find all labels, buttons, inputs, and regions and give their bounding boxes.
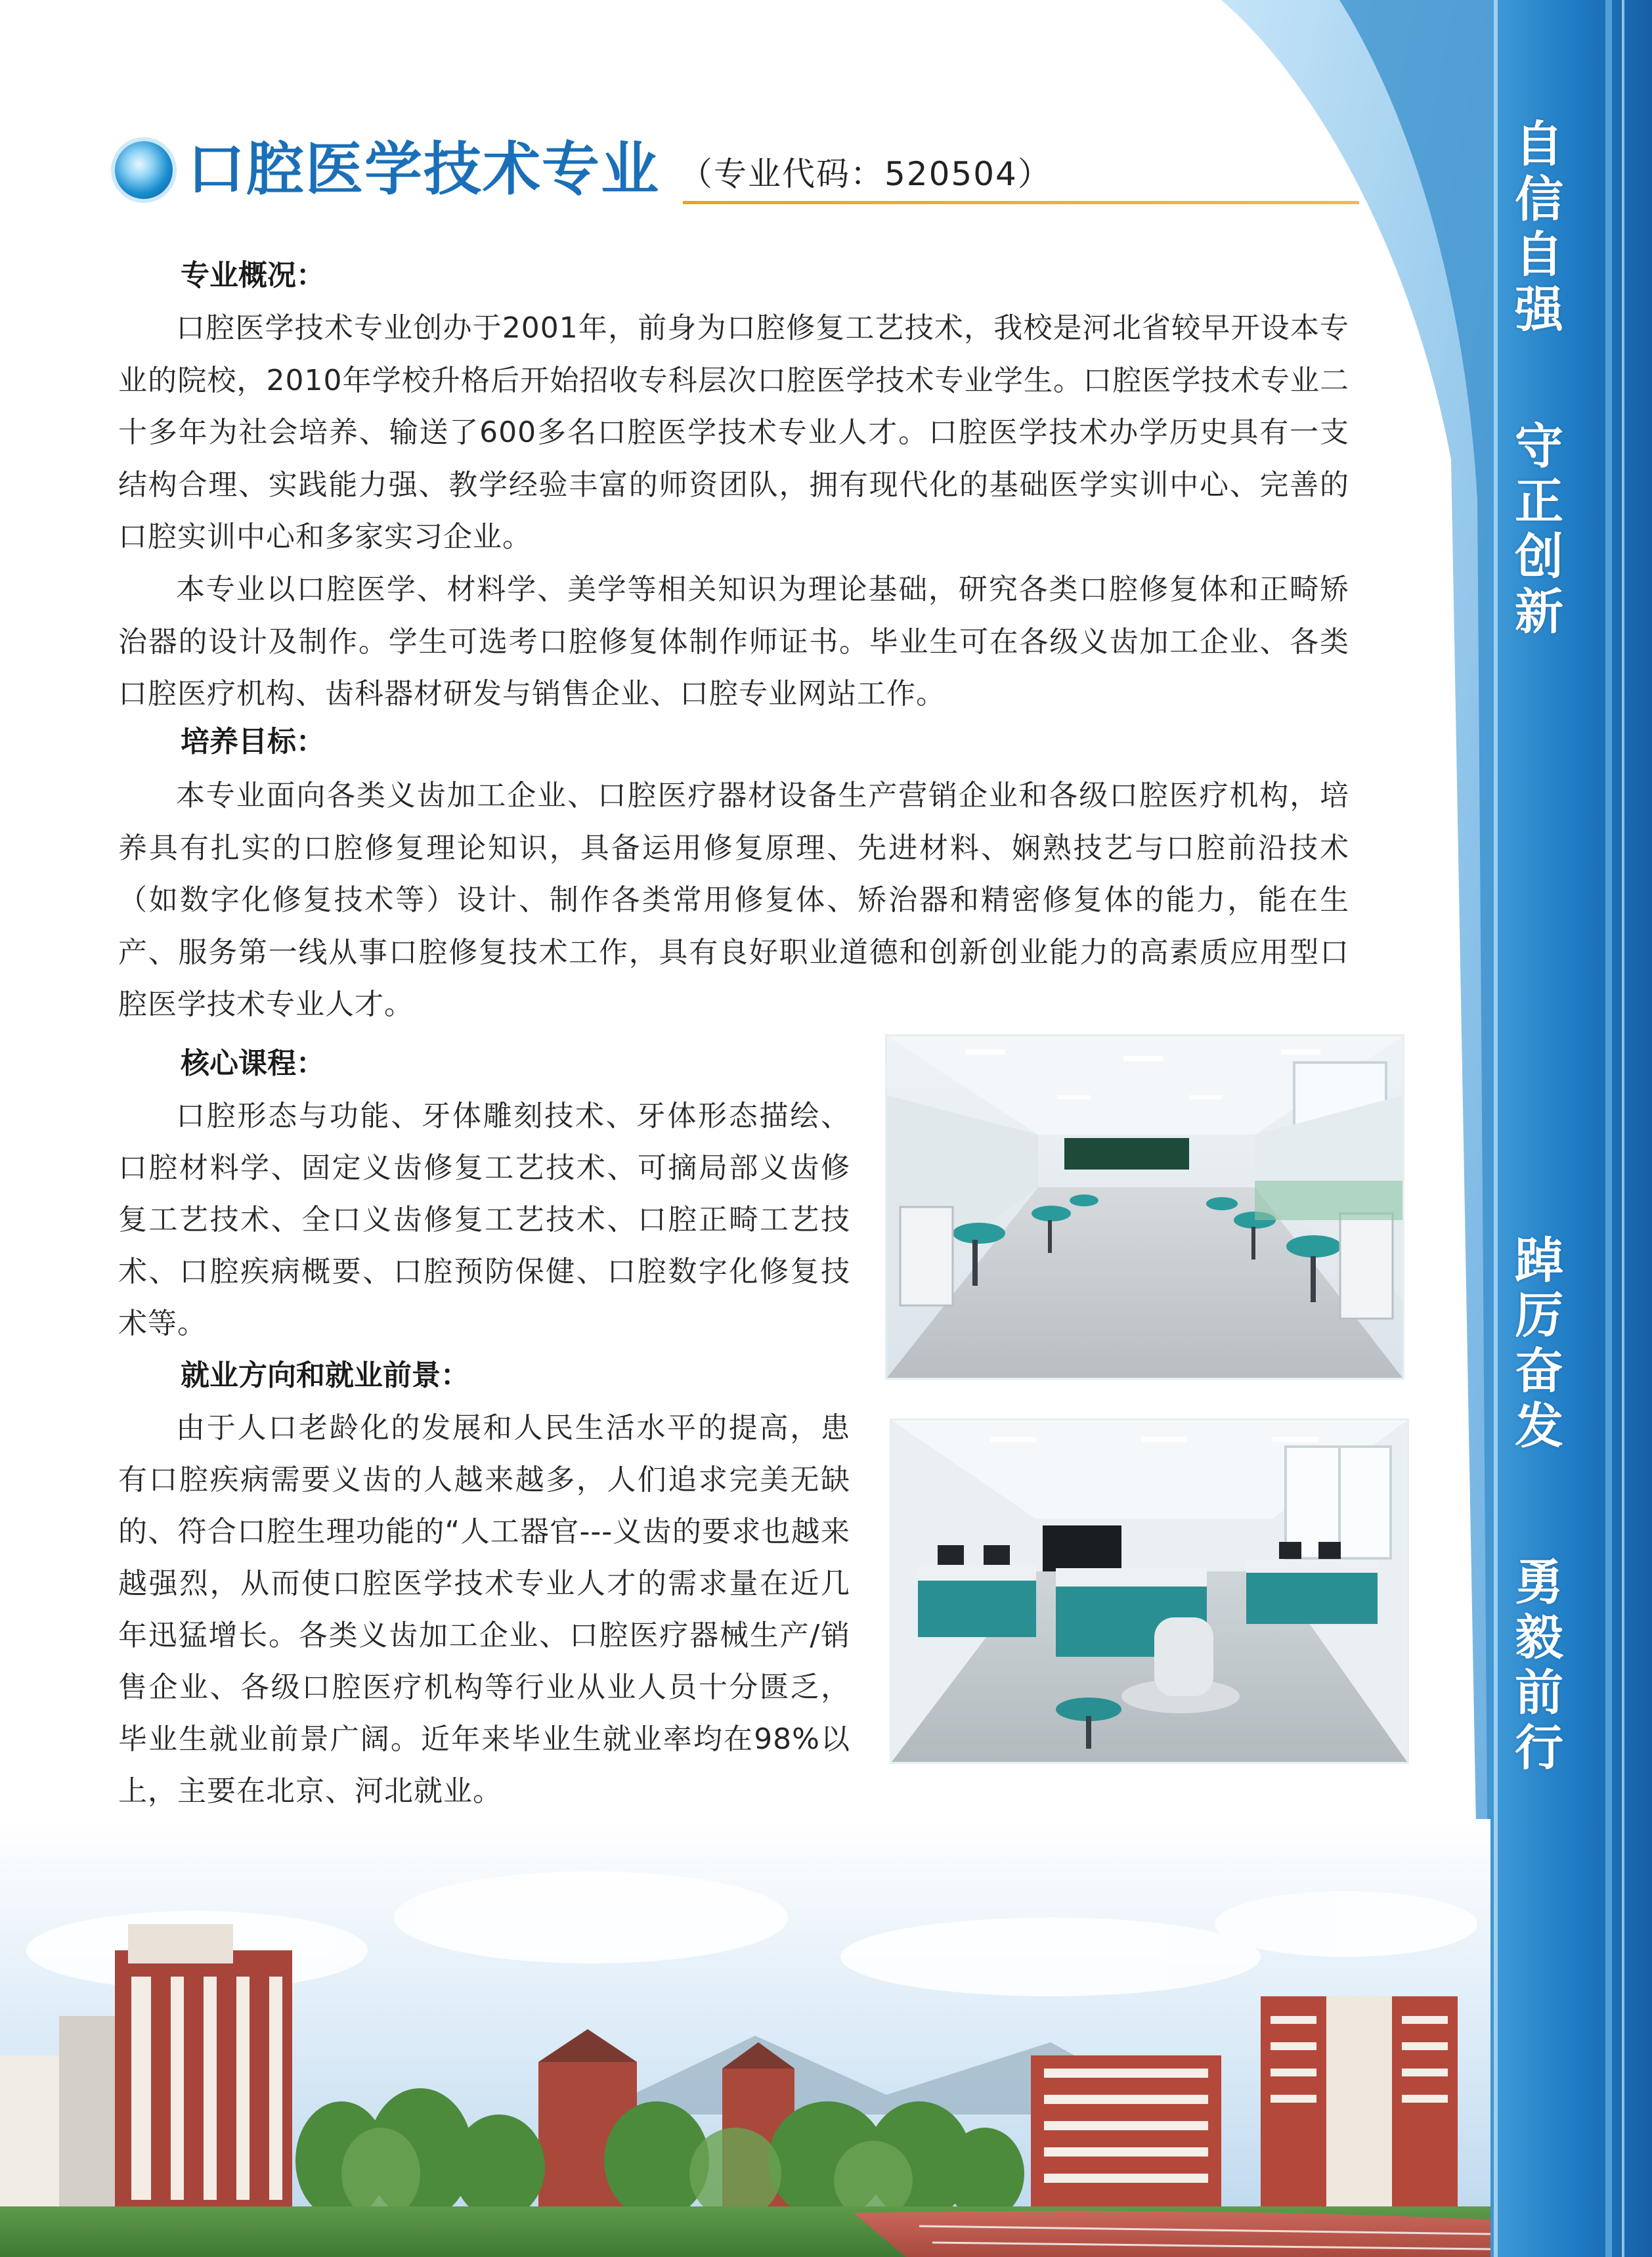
core-courses-paragraph: 口腔形态与功能、牙体雕刻技术、牙体形态描绘、口腔材料学、固定义齿修复工艺技术、可摘局部义齿修复工艺技术、全口义齿修复工艺技术、口腔正畸工艺技术、口腔疾病概要、口腔预防保健、口腔数字化修复技术等。 (118, 1099, 850, 1340)
title-underline (683, 201, 1359, 204)
major-code: （专业代码：520504） (680, 155, 1052, 193)
overview-paragraph-2: 本专业以口腔医学、材料学、美学等相关知识为理论基础，研究各类口腔修复体和正畸矫治器的设计及制作。学生可选考口腔修复体制作师证书。毕业生可在各级义齿加工企业、各类口腔医疗机构、齿科器材研发与销售企业、口腔专业网站工作。 (118, 573, 1349, 711)
slogan-3: 踔厉奋发 (1507, 1235, 1563, 1455)
overview-heading: 专业概况： (181, 259, 325, 292)
lab-photo-2 (890, 1418, 1409, 1764)
employment-paragraph: 由于人口老龄化的发展和人民生活水平的提高，患有口腔疾病需要义齿的人越来越多，人们追求完美无缺的、符合口腔生理功能的“人工器官---义齿的要求也越来越强烈，从而使口腔医学技术专业人才的需求量在近几年迅猛增长。各类义齿加工企业、口腔医疗器械生产/销售企业、各级口腔医疗机构等行业从业人员十分匮乏，毕业生就业前景广阔。近年来毕业生就业率均在98%以上，主要在北京、河北就业。 (118, 1411, 850, 1808)
objectives-paragraph: 本专业面向各类义齿加工企业、口腔医疗器材设备生产营销企业和各级口腔医疗机构，培养具有扎实的口腔修复理论知识，具备运用修复原理、先进材料、娴熟技艺与口腔前沿技术（如数字化修复技术等）设计、制作各类常用修复体、矫治器和精密修复体的能力，能在生产、服务第一线从事口腔修复技术工作，具有良好职业道德和创新创业能力的高素质应用型口腔医学技术专业人才。 (118, 779, 1349, 1021)
title-bullet-icon (115, 141, 173, 199)
objectives-heading: 培养目标： (181, 725, 325, 758)
core-courses-heading: 核心课程： (181, 1047, 325, 1080)
lab-photo-1 (885, 1034, 1404, 1380)
campus-footer-illustration (0, 1819, 1490, 2257)
slogan-1: 自信自强 (1507, 118, 1563, 339)
employment-heading: 就业方向和就业前景： (181, 1359, 469, 1392)
slogan-4: 勇毅前行 (1507, 1556, 1563, 1777)
overview-paragraph-1: 口腔医学技术专业创办于2001年，前身为口腔修复工艺技术，我校是河北省较早开设本专业的院校，2010年学校升格后开始招收专科层次口腔医学技术专业学生。口腔医学技术专业二十多年为社会培养、输送了600多名口腔医学技术专业人才。口腔医学技术办学历史具有一支结构合理、实践能力强、教学经验丰富的师资团队，拥有现代化的基础医学实训中心、完善的口腔实训中心和多家实习企业。 (118, 311, 1349, 554)
page-title: 口腔医学技术专业 (187, 135, 661, 203)
slogan-2: 守正创新 (1507, 420, 1563, 641)
